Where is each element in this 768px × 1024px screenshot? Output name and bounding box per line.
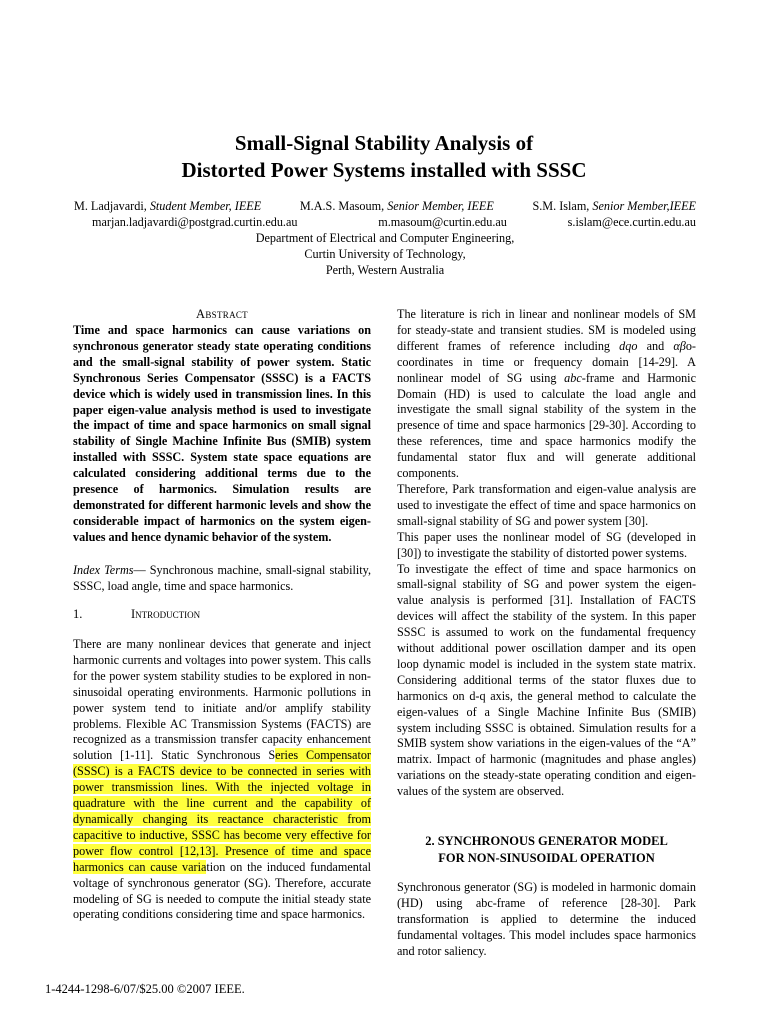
title-line-1: Small-Signal Stability Analysis of bbox=[234, 131, 534, 155]
highlight: is a FACTS device to be connected in series with power transmission lines. With the injected voltage in quadrature with the line current and the capability of dynamically changing its reactance characteristic from capacitive to inductive, bbox=[73, 764, 371, 842]
paper-title bbox=[0, 130, 768, 184]
title-line-2: Distorted Power Systems installed with SSSC bbox=[181, 158, 587, 182]
highlight: has become very effective for power flow control [12,13]. Presence of time and space harmonics can cause varia bbox=[73, 827, 371, 874]
paragraph: To investigate the effect of time and space harmonics on small-signal stability of SG and power system the eigen-value analysis is performed [31]. Installation of FACTS devices will affect the stability of the system. In this paper SSSC is assumed to work on the fundamental frequency without additional power oscillation damper and its open loop dynamic model is included in the system state matrix. Considering additional terms of the stator fluxes due to harmonics on d-q axis, the general method to calculate the eigen-values of a Single Machine Infinite Bus (SMIB) system including SSSC is obtained. Simulation results for a SMIB system show variations in the eigen-values of the “A” matrix. Impact of harmonic (magnitudes and phase angles) variations on the steady-state operating condition and eigen-values of the system are observed. bbox=[397, 561, 696, 799]
section-1-number: 1. bbox=[73, 607, 83, 621]
section-1-heading bbox=[73, 607, 200, 622]
author-3: S.M. Islam, Senior Member,IEEE bbox=[532, 199, 696, 213]
author-block bbox=[74, 198, 696, 278]
section-1-title: Introduction bbox=[131, 607, 201, 621]
department: Department of Electrical and Computer Engineering, bbox=[255, 231, 515, 245]
author-emails bbox=[74, 214, 696, 230]
highlight: SSSC bbox=[191, 827, 220, 842]
paragraph: Therefore, Park transformation and eigen-value analysis are used to investigate the effect of time and space harmonics on small-signal stability of SG and power system [30]. bbox=[397, 481, 696, 528]
university: Curtin University of Technology, bbox=[304, 247, 466, 261]
abstract-heading: Abstract bbox=[196, 307, 248, 321]
highlight: (SSSC) bbox=[73, 764, 110, 779]
author-2: M.A.S. Masoum, Senior Member, IEEE bbox=[299, 199, 494, 213]
index-terms bbox=[73, 563, 371, 595]
right-column-text bbox=[397, 307, 696, 800]
location: Perth, Western Australia bbox=[325, 263, 445, 277]
paragraph: This paper uses the nonlinear model of SG (developed in [30]) to investigate the stability of distorted power systems. bbox=[397, 529, 696, 560]
author-1: M. Ladjavardi, Student Member, IEEE bbox=[74, 199, 262, 213]
index-terms-text: — Synchronous machine, small-signal stability, SSSC, load angle, time and space harmonics. bbox=[73, 563, 371, 593]
copyright-footer: 1-4244-1298-6/07/$25.00 ©2007 IEEE. bbox=[45, 982, 245, 996]
paragraph: The literature is rich in linear and nonlinear models of SM for steady-state and transient studies. SM is modeled using different frames of reference including dqo and αβo-coordinates in time or frequency domain [14-29]. A nonlinear model of SG using abc-frame and Harmonic Domain (HD) is used to calculate the load angle and investigate the small signal stability of the system in the presence of time and space harmonics [29-30]. According to these references, time and space harmonics modify the fundamental stator flux and will generate additional components. bbox=[397, 307, 696, 481]
section-2-heading: 2. SYNCHRONOUS GENERATOR MODEL FOR NON-SINUSOIDAL OPERATION bbox=[425, 834, 668, 865]
abstract-text: Time and space harmonics can cause variations on synchronous generator steady state operating conditions and the small-signal stability of power system. Static Synchronous Series Compensator (SSSC) is a FACTS device which is widely used in transmission lines. In this paper eigen-value analysis method is used to investigate the impact of time and space harmonics on small signal stability of Single Machine Infinite Bus (SMIB) system installed with SSSC. System state space equations are calculated considering additional terms due to the presence of harmonics. Simulation results are demonstrated for different harmonic levels and show the considerable impact of harmonics on the system eigen-values and hence dynamic behavior of the system. bbox=[73, 323, 371, 544]
email-2: m.masoum@curtin.edu.au bbox=[378, 215, 507, 229]
author-names bbox=[74, 198, 696, 214]
email-3: s.islam@ece.curtin.edu.au bbox=[567, 215, 696, 229]
email-1: marjan.ladjavardi@postgrad.curtin.edu.au bbox=[92, 215, 298, 229]
section-2-paragraph: Synchronous generator (SG) is modeled in harmonic domain (HD) using abc-frame of reference [28-30]. Park transformation is applied to determine the induced fundamental voltages. This model includes space harmonics and rotor saliency. bbox=[397, 880, 696, 958]
index-terms-label: Index Terms bbox=[73, 563, 134, 577]
highlight: eries Compensator bbox=[275, 748, 371, 763]
introduction-paragraph: There are many nonlinear devices that generate and inject harmonic currents and voltages into power system. This calls for the power system stability studies to be explored in non-sinusoidal operating environments. Harmonic pollutions in power system tend to initiate and/or amplify stability problems. Flexible AC Transmission Systems (FACTS) are recognized as a transmission transfer capacity enhancement solution [1-11]. Static Synchronous Series Compensator (SSSC) is a FACTS device to be connected in series with power transmission lines. With the injected voltage in quadrature with the line current and the capability of dynamically changing its reactance characteristic from capacitive to inductive, SSSC has become very effective for power flow control [12,13]. Presence of time and space harmonics can cause variation on the induced fundamental voltage of synchronous generator (SG). Therefore, accurate modeling of SG is needed to compute the initial steady state operating conditions considering time and space harmonics. bbox=[73, 637, 371, 922]
